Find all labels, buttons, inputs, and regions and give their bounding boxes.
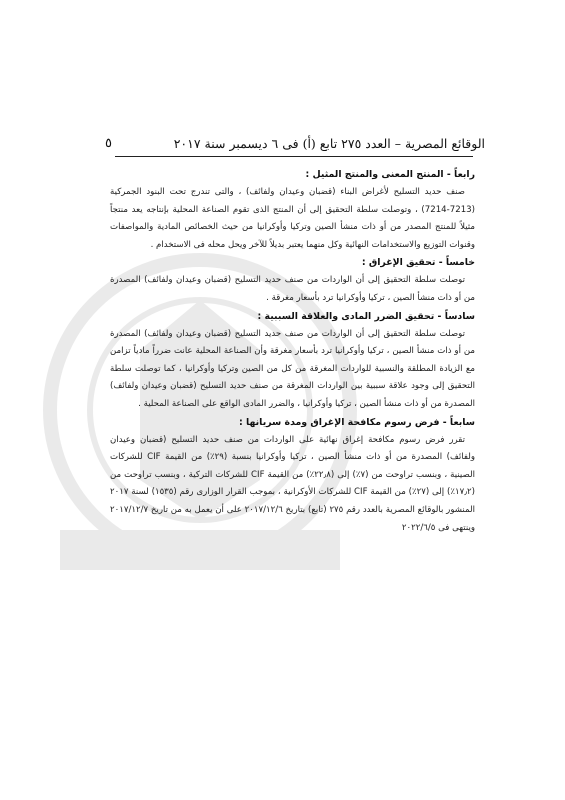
section-heading: سادساً - تحقيق الضرر المادى والعلاقة السببية : (257, 310, 475, 322)
section-product (110, 166, 475, 254)
section-heading: سابعاً - فرض رسوم مكافحة الإغراق ومدة سريانها : (238, 416, 475, 428)
section-heading: خامساً - تحقيق الإغراق : (361, 257, 475, 269)
section-paragraph: توصلت سلطة التحقيق إلى أن الواردات من صنف حديد التسليح (قضبان وعيدان ولفائف) المصدرة من أو ذات منشأ الصين ، تركيا وأوكرانيا ترد بأسعار مغرقة وأن الصناعة المحلية عانت ضرراً مادياً تزامن مع الزيادة المطلقة والنسبية للواردات المغرقة من كل من الصين وتركيا وأوكرانيا ، كما توصلت سلطة التحقيق إلى وجود علاقة سببية بين الواردات المغرقة من صنف حديد التسليح (قضبان وعيدان ولفائف) المصدرة من أو ذات منشأ الصين ، تركيا وأوكرانيا ، والضرر المادى الواقع على الصناعة المحلية . (110, 328, 475, 409)
header-divider (115, 156, 473, 157)
section-injury (110, 308, 475, 414)
section-duties (110, 414, 475, 538)
gazette-title: الوقائع المصرية – العدد ٢٧٥ تابع (أ) فى ٦ ديسمبر سنة ٢٠١٧ (173, 135, 485, 151)
page-number: ٥ (105, 135, 112, 151)
section-dumping (110, 254, 475, 307)
section-paragraph: توصلت سلطة التحقيق إلى أن الواردات من صنف حديد التسليح (قضبان وعيدان ولفائف) المصدرة من أو ذات منشأ الصين ، تركيا وأوكرانيا ترد بأسعار مغرقة . (110, 275, 475, 303)
section-paragraph: تقرر فرض رسوم مكافحة إغراق نهائية على الواردات من صنف حديد التسليح (قضبان وعيدان ولفائف) المصدرة من أو ذات منشأ الصين ، تركيا وأوكرانيا بنسبة (٢٩٪) من القيمة CIF للشركات الصينية ، وبنسب تراوحت من (٧٪) إلى (٢٢٫٨٪) من القيمة CIF للشركات التركية ، وبنسب تراوحت من (١٧٫٢٪) إلى (٢٧٪) من القيمة CIF للشركات الأوكرانية ، بموجب القرار الوزارى رقم (١٥٣٥) لسنة ٢٠١٧ المنشور بالوقائع المصرية بالعدد رقم ٢٧٥ (تابع) بتاريخ ٢٠١٧/١٢/٦ على أن يعمل به من تاريخ ٢٠١٧/١٢/٧ وينتهى فى ٢٠٢٢/٦/٥ (110, 434, 476, 533)
section-paragraph: صنف حديد التسليح لأغراض البناء (قضبان وعيدان ولفائف) ، والتى تندرج تحت البنود الجمركية (7213-7214) ، وتوصلت سلطة التحقيق إلى أن المنتج الذى تقوم الصناعة المحلية بإنتاجه يعد منتجاً مثيلاً للمنتج المصدر من أو ذات منشأ الصين وتركيا وأوكرانيا من حيث الخصائص المادية والمواصفات وقنوات التوزيع والاستخدامات النهائية وكل منهما يعتبر بديلاً للآخر ويحل محله فى الاستخدام . (110, 187, 475, 250)
document-body (110, 166, 475, 537)
section-heading: رابعاً - المنتج المعنى والمنتج المثيل : (305, 169, 475, 180)
page-header (105, 132, 485, 154)
